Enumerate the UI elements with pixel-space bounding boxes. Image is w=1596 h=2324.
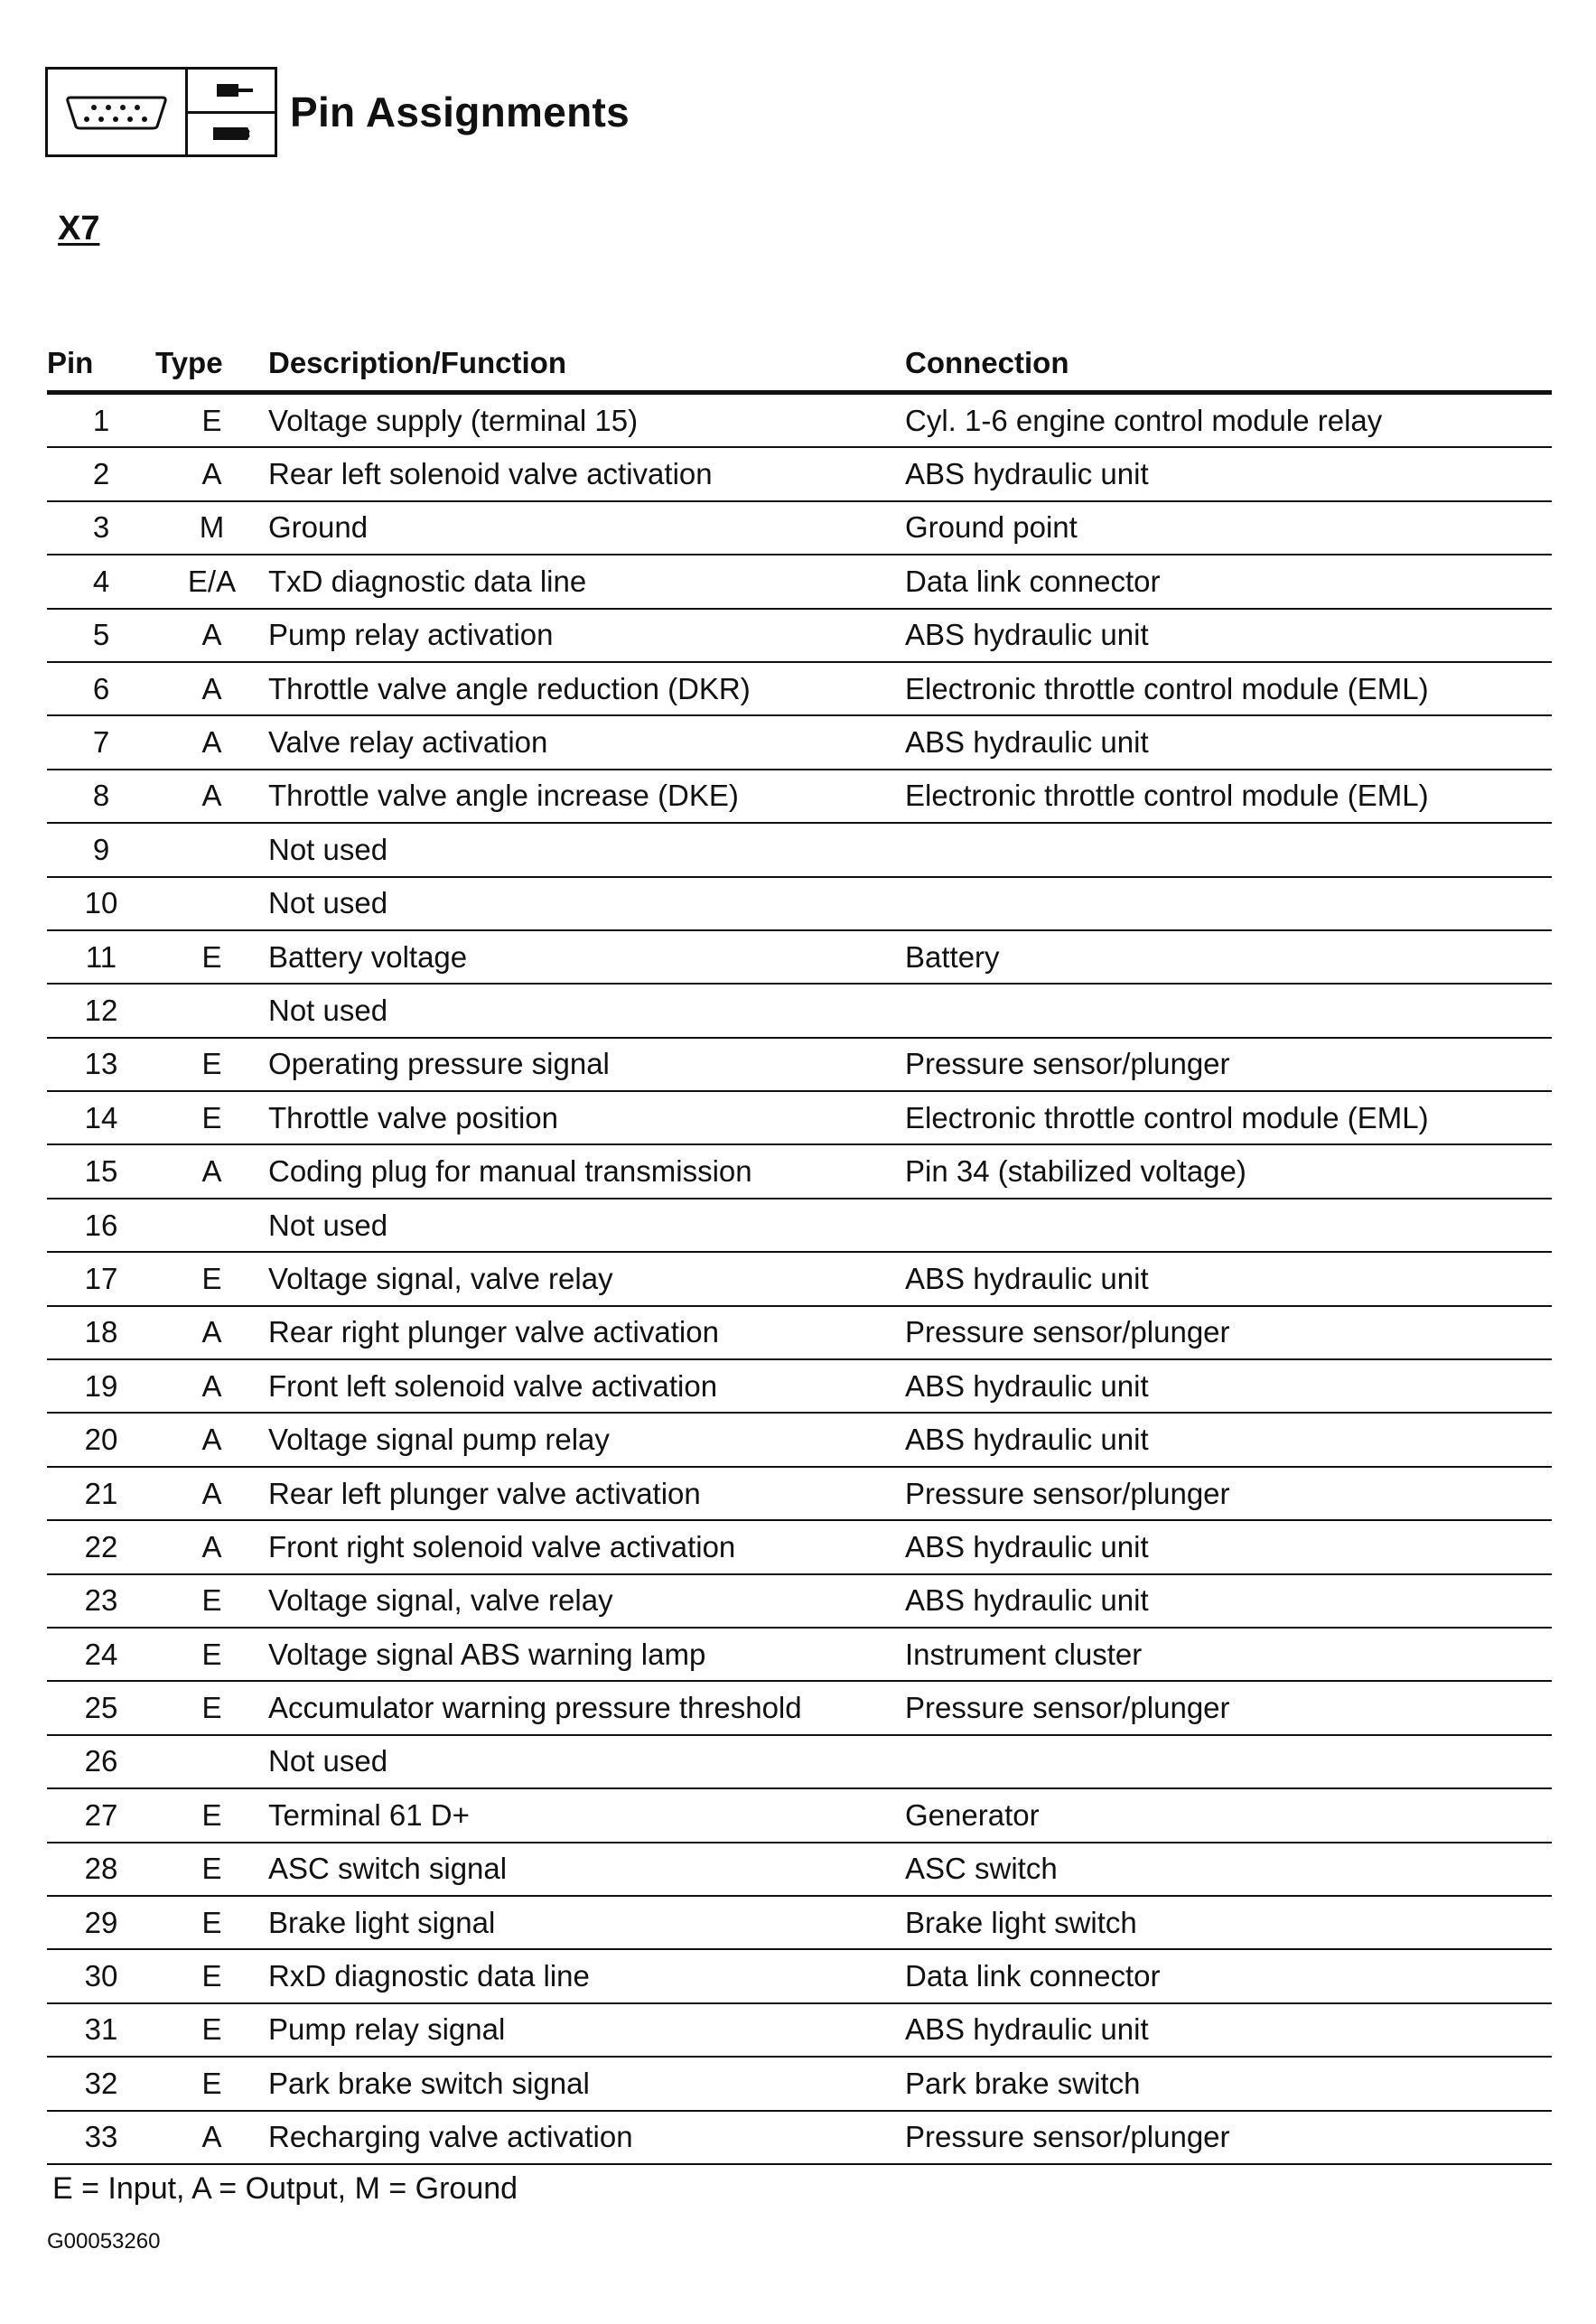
description-cell: Not used — [268, 984, 905, 1037]
connection-cell: ABS hydraulic unit — [905, 609, 1552, 662]
pin-cell: 31 — [47, 2003, 155, 2057]
type-cell: A — [155, 609, 268, 662]
connection-cell: Cyl. 1-6 engine control module relay — [905, 393, 1552, 448]
connection-cell: Instrument cluster — [905, 1628, 1552, 1681]
column-header-description: Description/Function — [268, 336, 905, 393]
connector-plug-icon — [48, 70, 188, 154]
table-row — [47, 662, 1552, 715]
connection-cell: Pressure sensor/plunger — [905, 1306, 1552, 1359]
table-row — [47, 1413, 1552, 1466]
description-cell: Rear left plunger valve activation — [268, 1467, 905, 1520]
connection-cell: ABS hydraulic unit — [905, 1252, 1552, 1305]
connection-cell: Pressure sensor/plunger — [905, 1681, 1552, 1734]
pin-cell: 25 — [47, 1681, 155, 1734]
type-cell — [155, 984, 268, 1037]
connection-cell: Pressure sensor/plunger — [905, 1038, 1552, 1091]
type-cell: E — [155, 1038, 268, 1091]
connection-cell: Park brake switch — [905, 2057, 1552, 2110]
description-cell: Voltage supply (terminal 15) — [268, 393, 905, 448]
pin-female-icon — [188, 111, 275, 155]
connection-cell: ABS hydraulic unit — [905, 1574, 1552, 1628]
table-row — [47, 2003, 1552, 2057]
pin-cell: 19 — [47, 1359, 155, 1413]
connection-cell — [905, 877, 1552, 930]
table-row — [47, 2111, 1552, 2164]
description-cell: Pump relay signal — [268, 2003, 905, 2057]
description-cell: Not used — [268, 1735, 905, 1788]
connection-cell — [905, 984, 1552, 1037]
table-row — [47, 1091, 1552, 1144]
table-row — [47, 1199, 1552, 1252]
description-cell: Voltage signal pump relay — [268, 1413, 905, 1466]
table-row — [47, 823, 1552, 876]
pin-cell: 6 — [47, 662, 155, 715]
table-row — [47, 1574, 1552, 1628]
type-cell: E — [155, 1788, 268, 1842]
type-cell: A — [155, 1306, 268, 1359]
type-cell: E — [155, 1681, 268, 1734]
type-cell: A — [155, 770, 268, 823]
type-cell: E — [155, 393, 268, 448]
type-cell: A — [155, 1520, 268, 1573]
table-row — [47, 1306, 1552, 1359]
description-cell: Terminal 61 D+ — [268, 1788, 905, 1842]
type-cell: E — [155, 2003, 268, 2057]
pin-cell: 24 — [47, 1628, 155, 1681]
pin-cell: 12 — [47, 984, 155, 1037]
page-title: Pin Assignments — [290, 89, 630, 135]
description-cell: Voltage signal, valve relay — [268, 1252, 905, 1305]
table-row — [47, 1359, 1552, 1413]
type-cell: A — [155, 447, 268, 500]
pin-cell: 26 — [47, 1735, 155, 1788]
table-row — [47, 393, 1552, 448]
pin-cell: 4 — [47, 555, 155, 608]
pin-cell: 16 — [47, 1199, 155, 1252]
table-body — [47, 393, 1552, 2164]
description-cell: Throttle valve position — [268, 1091, 905, 1144]
pin-cell: 8 — [47, 770, 155, 823]
type-cell — [155, 877, 268, 930]
type-cell: E — [155, 1574, 268, 1628]
table-row — [47, 447, 1552, 500]
connection-cell — [905, 1735, 1552, 1788]
table-row — [47, 501, 1552, 555]
table-row — [47, 1949, 1552, 2002]
pin-cell: 21 — [47, 1467, 155, 1520]
pin-cell: 23 — [47, 1574, 155, 1628]
pin-cell: 1 — [47, 393, 155, 448]
table-row — [47, 984, 1552, 1037]
pin-cell: 27 — [47, 1788, 155, 1842]
type-cell: A — [155, 1413, 268, 1466]
pin-cell: 17 — [47, 1252, 155, 1305]
table-row — [47, 2057, 1552, 2110]
connection-cell: Battery — [905, 930, 1552, 984]
type-cell: E — [155, 2057, 268, 2110]
pin-cell: 20 — [47, 1413, 155, 1466]
connection-cell: ABS hydraulic unit — [905, 447, 1552, 500]
description-cell: Not used — [268, 823, 905, 876]
type-cell — [155, 1199, 268, 1252]
type-cell — [155, 823, 268, 876]
pin-cell: 11 — [47, 930, 155, 984]
pin-cell: 33 — [47, 2111, 155, 2164]
connection-cell: Data link connector — [905, 555, 1552, 608]
connection-cell: ABS hydraulic unit — [905, 2003, 1552, 2057]
description-cell: Operating pressure signal — [268, 1038, 905, 1091]
type-cell: A — [155, 715, 268, 769]
column-header-type: Type — [155, 336, 268, 393]
connection-cell: ASC switch — [905, 1843, 1552, 1896]
pin-cell: 28 — [47, 1843, 155, 1896]
connector-label: X7 — [58, 210, 100, 247]
table-row — [47, 877, 1552, 930]
description-cell: Voltage signal ABS warning lamp — [268, 1628, 905, 1681]
type-cell: A — [155, 1359, 268, 1413]
table-row — [47, 930, 1552, 984]
table-row — [47, 1520, 1552, 1573]
table-row — [47, 715, 1552, 769]
description-cell: Brake light signal — [268, 1896, 905, 1949]
description-cell: Not used — [268, 1199, 905, 1252]
table-row — [47, 1681, 1552, 1734]
type-cell: E — [155, 1252, 268, 1305]
column-header-connection: Connection — [905, 336, 1552, 393]
description-cell: Voltage signal, valve relay — [268, 1574, 905, 1628]
table-row — [47, 1144, 1552, 1198]
type-cell: E — [155, 1628, 268, 1681]
type-legend: E = Input, A = Output, M = Ground — [52, 2171, 518, 2206]
description-cell: Rear right plunger valve activation — [268, 1306, 905, 1359]
pin-cell: 29 — [47, 1896, 155, 1949]
pin-cell: 5 — [47, 609, 155, 662]
description-cell: Rear left solenoid valve activation — [268, 447, 905, 500]
description-cell: Valve relay activation — [268, 715, 905, 769]
table-row — [47, 1038, 1552, 1091]
connection-cell: ABS hydraulic unit — [905, 1359, 1552, 1413]
table-row — [47, 1788, 1552, 1842]
description-cell: Park brake switch signal — [268, 2057, 905, 2110]
pin-cell: 10 — [47, 877, 155, 930]
connection-cell: Electronic throttle control module (EML) — [905, 770, 1552, 823]
type-cell: E — [155, 1091, 268, 1144]
description-cell: Battery voltage — [268, 930, 905, 984]
table-row — [47, 770, 1552, 823]
description-cell: Recharging valve activation — [268, 2111, 905, 2164]
connection-cell: Brake light switch — [905, 1896, 1552, 1949]
pin-cell: 13 — [47, 1038, 155, 1091]
type-cell — [155, 1735, 268, 1788]
type-cell: M — [155, 501, 268, 555]
table-row — [47, 1467, 1552, 1520]
description-cell: Front right solenoid valve activation — [268, 1520, 905, 1573]
table-row — [47, 1735, 1552, 1788]
table-header-row — [47, 336, 1552, 393]
type-cell: A — [155, 2111, 268, 2164]
table-row — [47, 1628, 1552, 1681]
table-row — [47, 1252, 1552, 1305]
pin-cell: 22 — [47, 1520, 155, 1573]
description-cell: TxD diagnostic data line — [268, 555, 905, 608]
connection-cell — [905, 823, 1552, 876]
table-row — [47, 1896, 1552, 1949]
type-cell: A — [155, 1467, 268, 1520]
connector-icon-box — [45, 67, 277, 157]
connection-cell: Electronic throttle control module (EML) — [905, 1091, 1552, 1144]
connection-cell: Ground point — [905, 501, 1552, 555]
page-header — [45, 67, 630, 157]
pin-male-icon — [188, 70, 275, 111]
description-cell: Throttle valve angle reduction (DKR) — [268, 662, 905, 715]
type-cell: E — [155, 1843, 268, 1896]
column-header-pin: Pin — [47, 336, 155, 393]
pin-cell: 32 — [47, 2057, 155, 2110]
table-row — [47, 1843, 1552, 1896]
pin-cell: 15 — [47, 1144, 155, 1198]
pin-cell: 2 — [47, 447, 155, 500]
connection-cell: Data link connector — [905, 1949, 1552, 2002]
pin-cell: 18 — [47, 1306, 155, 1359]
pin-cell: 30 — [47, 1949, 155, 2002]
description-cell: ASC switch signal — [268, 1843, 905, 1896]
description-cell: Pump relay activation — [268, 609, 905, 662]
description-cell: Not used — [268, 877, 905, 930]
connection-cell: Electronic throttle control module (EML) — [905, 662, 1552, 715]
connection-cell: ABS hydraulic unit — [905, 715, 1552, 769]
pin-cell: 3 — [47, 501, 155, 555]
type-cell: A — [155, 662, 268, 715]
pin-cell: 14 — [47, 1091, 155, 1144]
pin-cell: 7 — [47, 715, 155, 769]
pin-cell: 9 — [47, 823, 155, 876]
pin-assignment-table — [47, 336, 1552, 2165]
description-cell: Ground — [268, 501, 905, 555]
connection-cell: Pressure sensor/plunger — [905, 2111, 1552, 2164]
type-cell: E — [155, 1949, 268, 2002]
connection-cell: ABS hydraulic unit — [905, 1413, 1552, 1466]
description-cell: Accumulator warning pressure threshold — [268, 1681, 905, 1734]
type-cell: E — [155, 1896, 268, 1949]
description-cell: RxD diagnostic data line — [268, 1949, 905, 2002]
connection-cell: Generator — [905, 1788, 1552, 1842]
connection-cell: Pin 34 (stabilized voltage) — [905, 1144, 1552, 1198]
description-cell: Throttle valve angle increase (DKE) — [268, 770, 905, 823]
connection-cell — [905, 1199, 1552, 1252]
connection-cell: ABS hydraulic unit — [905, 1520, 1552, 1573]
table-row — [47, 609, 1552, 662]
type-cell: E — [155, 930, 268, 984]
description-cell: Front left solenoid valve activation — [268, 1359, 905, 1413]
table-row — [47, 555, 1552, 608]
type-cell: E/A — [155, 555, 268, 608]
description-cell: Coding plug for manual transmission — [268, 1144, 905, 1198]
type-cell: A — [155, 1144, 268, 1198]
connection-cell: Pressure sensor/plunger — [905, 1467, 1552, 1520]
figure-code: G00053260 — [47, 2229, 161, 2254]
